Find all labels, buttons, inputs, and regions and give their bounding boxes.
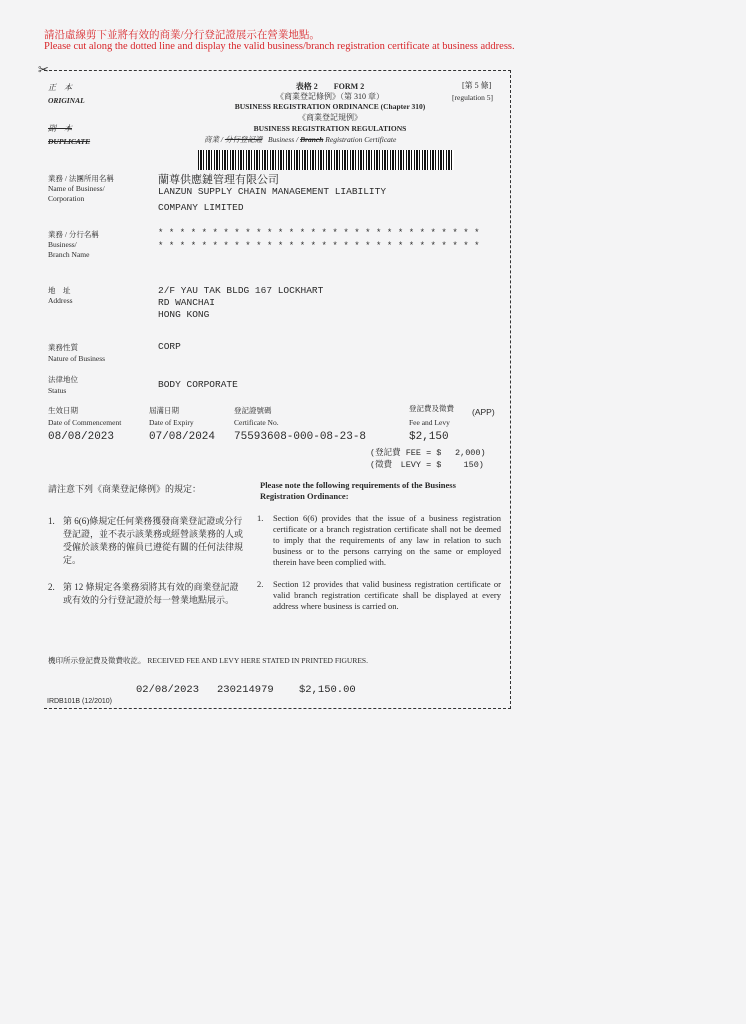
fee-label-en: Fee and Levy (409, 418, 450, 427)
regulations-title-zh: 《商業登記規例》 (298, 113, 362, 122)
address-label-en: Address (48, 296, 73, 305)
cert-no-label-en: Certificate No. (234, 418, 279, 427)
commence-label-zh: 生效日期 (48, 406, 78, 415)
note-1-number-zh: 1. (48, 516, 55, 526)
cert-no-label-zh: 登記證號碼 (234, 406, 272, 415)
original-label-zh: 正 本 (48, 83, 72, 92)
nature-of-business-value: CORP (158, 341, 181, 352)
form-code: IRDB101B (12/2010) (47, 698, 112, 705)
expiry-label-en: Date of Expiry (149, 418, 194, 427)
scissors-icon: ✂ (38, 62, 49, 77)
cert-type-zh-b: 分行登記證 (224, 135, 263, 144)
nature-label-zh: 業務性質 (48, 343, 78, 352)
original-label-en: ORIGINAL (48, 96, 85, 105)
cert-type-zh-a: 商業 / (204, 135, 223, 144)
receipt-amount: $2,150.00 (299, 684, 356, 696)
notes-heading-en-1: Please note the following requirements of the Business (260, 480, 456, 490)
note-1-zh: 第 6(6)條規定任何業務獲發商業登記證或分行登記證，並不表示該業務或經營該業務的人或受僱於該業務的僱員已遵從有關的任何法律規定。 (63, 516, 244, 565)
nature-label-en: Nature of Business (48, 354, 106, 363)
cut-notice-zh: 請沿虛線剪下並將有效的商業/分行登記證展示在營業地點。 (44, 30, 320, 41)
ordinance-title-en: BUSINESS REGISTRATION ORDINANCE (Chapter 310) (234, 102, 426, 111)
status-label-zh: 法律地位 (48, 375, 78, 384)
fee-label-zh: 登記費及徵費 (409, 404, 454, 413)
receipt-date: 02/08/2023 (136, 684, 200, 696)
certificate-number: 75593608-000-08-23-8 (234, 431, 367, 443)
note-2-number-en: 2. (257, 579, 264, 589)
commence-label-en: Date of Commencement (48, 418, 122, 427)
note-2-en: Section 12 provides that valid business registration certificate or valid branch registration certificate shall be displayed at every address where business is carried on. (273, 579, 501, 611)
duplicate-label-en: DUPLICATE (48, 137, 91, 146)
branch-name-stars-1: ****************************** (158, 228, 486, 238)
cert-type-en-a: Business / (267, 135, 299, 144)
cert-type-en-c: Registration Certificate (325, 135, 397, 144)
name-label-zh: 業務 / 法團所用名稱 (48, 174, 114, 183)
certificate-type (204, 135, 396, 144)
branch-label-en-2: Branch Name (48, 250, 90, 259)
expiry-date: 07/08/2024 (149, 431, 216, 443)
note-2-number-zh: 2. (48, 582, 55, 592)
receipt-number: 230214979 (217, 684, 274, 696)
address-line-3: HONG KONG (158, 309, 210, 320)
note-2-zh: 第 12 條規定各業務須將其有效的商業登記證或有效的分行登記證於每一營業地點展示。 (63, 582, 239, 605)
branch-label-zh: 業務 / 分行名稱 (48, 230, 99, 239)
levy-breakdown: (徵費 LEVY = $ 150) (370, 460, 484, 470)
branch-label-en-1: Business/ (48, 240, 77, 249)
expiry-label-zh: 屆滿日期 (149, 406, 179, 415)
fee-total: $2,150 (409, 431, 449, 443)
regulation-ref-zh: [第 5 條] (462, 81, 492, 90)
duplicate-label-zh: 副 本 (48, 124, 72, 133)
form-number: 表格 2 FORM 2 (295, 82, 365, 91)
business-name-en-1: LANZUN SUPPLY CHAIN MANAGEMENT LIABILITY (158, 186, 387, 197)
regulations-title-en: BUSINESS REGISTRATION REGULATIONS (253, 124, 407, 133)
note-1-en: Section 6(6) provides that the issue of a business registration certificate or a branch registration certificate shall not be deemed to imply that the requirements of any law in relation to such business or to the persons carrying on the same or employed therein have been complied with. (273, 513, 501, 567)
ordinance-title-zh: 《商業登記條例》（第 310 章） (276, 92, 384, 101)
fee-breakdown: (登記費 FEE = $ 2,000) (370, 448, 486, 458)
branch-name-stars-2: ****************************** (158, 241, 486, 251)
business-name-en-2: COMPANY LIMITED (158, 202, 244, 213)
notes-heading-zh: 請注意下列《商業登記條例》的規定： (48, 484, 202, 494)
name-label-en-2: Corporation (48, 194, 85, 203)
regulation-ref-en: [regulation 5] (452, 93, 494, 102)
fee-app-tag: (APP) (472, 407, 495, 417)
barcode (198, 150, 454, 170)
cert-type-en-b: Branch (300, 135, 324, 144)
status-value: BODY CORPORATE (158, 379, 238, 390)
address-line-2: RD WANCHAI (158, 297, 216, 308)
receipt-label: 機印所示登記費及徵費收訖。 RECEIVED FEE AND LEVY HERE STATED IN PRINTED FIGURES. (48, 656, 368, 665)
commence-date: 08/08/2023 (48, 431, 115, 443)
business-name-zh: 蘭尊供應鏈管理有限公司 (158, 174, 279, 186)
name-label-en-1: Name of Business/ (48, 184, 105, 193)
status-label-en: Status (48, 386, 67, 395)
cut-notice-en: Please cut along the dotted line and display the valid business/branch registration certificate at business address. (44, 41, 515, 52)
note-1-number-en: 1. (257, 513, 264, 523)
address-label-zh: 地 址 (48, 286, 71, 295)
address-line-1: 2/F YAU TAK BLDG 167 LOCKHART (158, 285, 324, 296)
notes-heading-en-2: Registration Ordinance: (260, 491, 349, 501)
